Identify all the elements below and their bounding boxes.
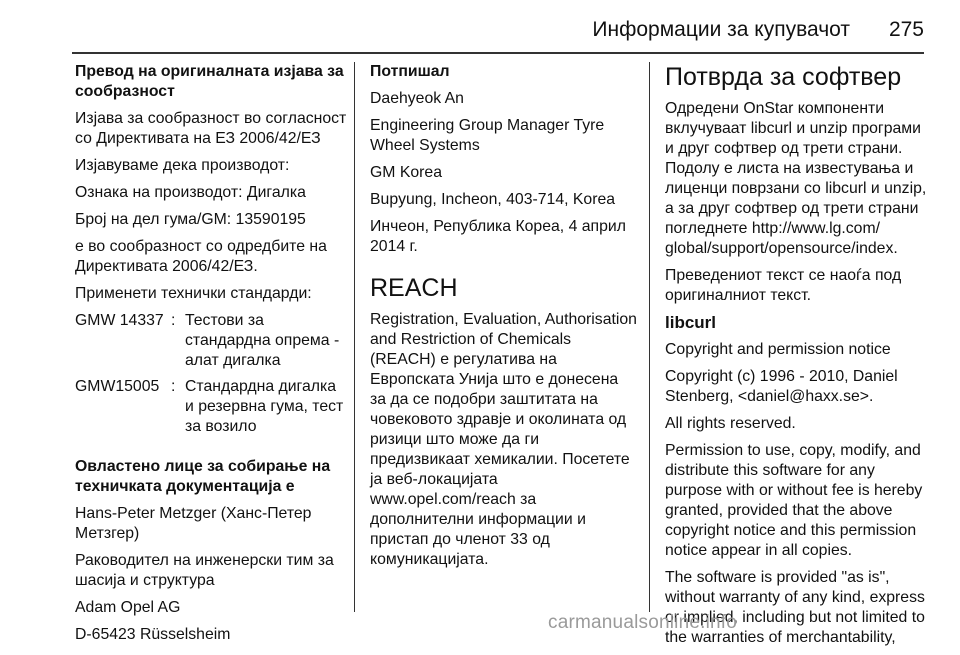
spec-separator: : (171, 378, 176, 395)
paragraph: Engineering Group Manager Tyre Wheel Systems (370, 117, 605, 154)
paragraph: Bupyung, Incheon, 403-714, Korea (370, 191, 616, 208)
signed-heading: Потпишал (370, 63, 450, 80)
paragraph: е во сообразност со одредбите на Директивата 2006/42/ЕЗ. (75, 238, 327, 275)
watermark-text: carmanualsonline.info (548, 612, 738, 633)
paragraph: Adam Opel AG (75, 599, 181, 616)
paragraph: Copyright and permission notice (665, 341, 891, 358)
page-header (0, 14, 960, 54)
spec-description: Стандардна дигалка и резервна гума, тест за возило (185, 378, 344, 435)
column-2 (370, 62, 638, 577)
paragraph: Изјавуваме дека производот: (75, 157, 290, 174)
paragraph: GM Korea (370, 164, 442, 181)
paragraph: Преведениот текст се наоѓа под оригиналниот текст. (665, 267, 902, 304)
paragraph: D-65423 Rüsselsheim (75, 626, 231, 643)
paragraph: Инчеон, Република Кореа, 4 април 2014 г. (370, 218, 626, 255)
paragraph: Permission to use, copy, modify, and distribute this software for any purpose with or without fee is hereby granted, provided that the above copyright notice and this permission notice appear in all copies. (665, 442, 923, 559)
reach-heading: REACH (370, 274, 458, 302)
paragraph: Daehyeok An (370, 90, 464, 107)
spec-row (75, 377, 347, 437)
paragraph: Одредени OnStar компоненти вклучуваат libcurl и unzip програми и друг софтвер од трети страни. Подолу е листа на известувања и лиценци поврзани со libcurl и unzip, а за друг софтвер од трети страни погледнете http://www.lg.com/ global/support/opensource/index. (665, 100, 927, 257)
paragraph: Раководител на инженерски тим за шасија и структура (75, 552, 334, 589)
paragraph: Изјава за сообразност во согласност со Директивата на ЕЗ 2006/42/ЕЗ (75, 110, 347, 147)
paragraph: Применети технички стандарди: (75, 285, 312, 302)
column-1 (75, 62, 347, 652)
column-3 (665, 62, 927, 655)
declaration-heading: Превод на оригиналната изјава за сообразност (75, 63, 344, 100)
spec-code: GMW 14337 (75, 312, 164, 329)
spec-description: Тестови за стандардна опрема - алат дигалка (185, 312, 340, 369)
page-number: 275 (888, 18, 924, 41)
column-divider-2 (649, 62, 650, 612)
paragraph: Registration, Evaluation, Authorisation and Restriction of Chemicals (REACH) е регулатива на Европската Унија што е донесена за да се подобри заштитата на човековото здравје и околината од ризици што може да ги предизвикаат хемикалии. Посетете ја веб-локацијата www.opel.com/reach за дополнителни информации и пристап до членот 33 од комуникацијата. (370, 311, 637, 568)
authorized-person-heading: Овластено лице за собирање на техничката документација е (75, 458, 331, 495)
libcurl-heading: libcurl (665, 313, 717, 332)
paragraph: Ознака на производот: Дигалка (75, 184, 306, 201)
paragraph: The software is provided "as is", without warranty of any kind, express or implied, including but not limited to the warranties of merchantability, (665, 569, 925, 646)
paragraph: Hans-Peter Metzger (Ханс-Петер Метзгер) (75, 505, 312, 542)
paragraph: Број на дел гума/GM: 13590195 (75, 211, 306, 228)
spec-code: GMW15005 (75, 378, 160, 395)
column-divider-1 (354, 62, 355, 612)
spec-separator: : (171, 312, 176, 329)
header-rule (72, 52, 924, 54)
paragraph: All rights reserved. (665, 415, 796, 432)
software-heading: Потврда за софтвер (665, 63, 902, 91)
page-title: Информации за купувачот (592, 18, 850, 41)
paragraph: Copyright (c) 1996 - 2010, Daniel Stenberg, <daniel@haxx.se>. (665, 368, 898, 405)
spec-row (75, 311, 347, 371)
